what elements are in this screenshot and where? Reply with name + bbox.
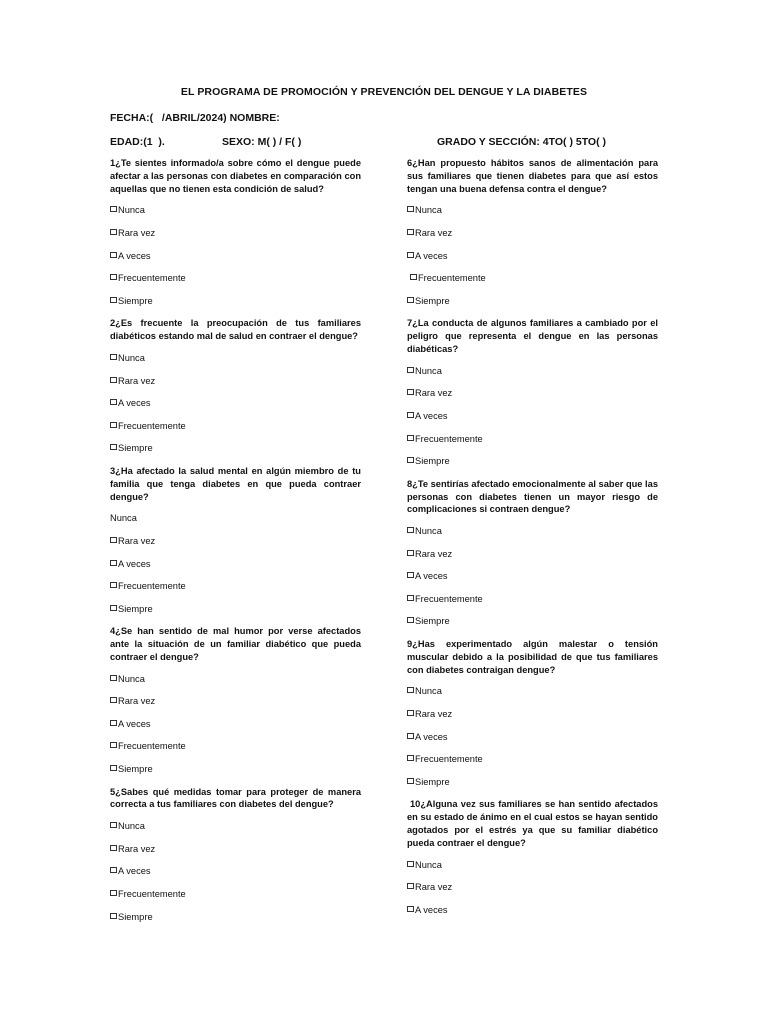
option-label: Frecuentemente: [118, 889, 186, 900]
option-a-veces[interactable]: [110, 250, 361, 273]
option-label: Frecuentemente: [118, 581, 186, 592]
checkbox-icon[interactable]: [110, 890, 117, 896]
option-label: Rara vez: [118, 535, 156, 546]
option-nunca[interactable]: [110, 352, 361, 375]
question-3: [110, 465, 361, 625]
checkbox-icon[interactable]: [110, 742, 117, 748]
option-label: Nunca: [415, 205, 442, 216]
option-label: Rara vez: [415, 709, 453, 720]
option-rara-vez[interactable]: [407, 881, 658, 904]
option-label: Siempre: [118, 603, 153, 614]
checkbox-icon[interactable]: [110, 913, 117, 919]
question-5: [110, 786, 361, 934]
option-label: Nunca: [415, 365, 442, 376]
question-4: [110, 625, 361, 785]
question-6: [407, 157, 658, 317]
checkbox-icon[interactable]: [407, 389, 414, 395]
option-label: A veces: [118, 250, 151, 261]
option-frecuentemente[interactable]: [110, 420, 361, 443]
question-text: 10¿Alguna vez sus familiares se han sentido afectados en su estado de ánimo en el cual estos se hayan sentido agotados por el estrés ya que su familiar diabético pueda contraer el dengue?: [407, 799, 658, 848]
question-text: 5¿Sabes qué medidas tomar para proteger de manera correcta a tus familiares con diabetes del dengue?: [110, 786, 361, 810]
option-label: Siempre: [415, 776, 450, 787]
checkbox-icon[interactable]: [407, 595, 414, 601]
checkbox-icon[interactable]: [407, 883, 414, 889]
option-rara-vez[interactable]: [110, 227, 361, 250]
option-rara-vez[interactable]: [407, 548, 658, 571]
checkbox-icon[interactable]: [407, 733, 414, 739]
option-label: Siempre: [118, 764, 153, 775]
option-rara-vez[interactable]: [110, 535, 361, 558]
question-text: 7¿La conducta de algunos familiares a cambiado por el peligro que representa el dengue en las personas diabéticas?: [407, 318, 658, 354]
option-label: A veces: [415, 250, 448, 261]
question-text: 8¿Te sentirías afectado emocionalmente al saber que las personas con diabetes tienen un mayor riesgo de complicaciones si contraen dengue?: [407, 478, 658, 515]
option-nunca[interactable]: [407, 685, 658, 708]
checkbox-icon[interactable]: [407, 710, 414, 716]
option-label: A veces: [118, 558, 151, 569]
option-siempre[interactable]: [407, 615, 658, 638]
option-rara-vez[interactable]: [407, 227, 658, 250]
option-siempre[interactable]: [110, 295, 361, 318]
option-a-veces[interactable]: [110, 558, 361, 581]
question-8: [407, 478, 658, 638]
fecha-nombre-field: FECHA:( /ABRIL/2024) NOMBRE:: [110, 112, 280, 124]
option-rara-vez[interactable]: [110, 375, 361, 398]
checkbox-icon[interactable]: [407, 755, 414, 761]
checkbox-icon[interactable]: [407, 206, 414, 212]
checkbox-icon[interactable]: [110, 720, 117, 726]
option-siempre[interactable]: [110, 603, 361, 626]
option-label: Nunca: [415, 526, 442, 537]
option-label: Frecuentemente: [118, 273, 186, 284]
option-frecuentemente[interactable]: [407, 593, 658, 616]
option-nunca[interactable]: [110, 204, 361, 227]
checkbox-icon[interactable]: [110, 560, 117, 566]
option-label: Nunca: [118, 205, 145, 216]
option-nunca[interactable]: [407, 525, 658, 548]
option-a-veces[interactable]: [407, 250, 658, 273]
option-frecuentemente[interactable]: [110, 888, 361, 911]
option-rara-vez[interactable]: [407, 708, 658, 731]
option-label: Siempre: [118, 295, 153, 306]
option-label: A veces: [118, 718, 151, 729]
option-label: Frecuentemente: [415, 433, 483, 444]
checkbox-icon[interactable]: [407, 457, 414, 463]
option-label: Siempre: [415, 616, 450, 627]
option-label: Frecuentemente: [415, 593, 483, 604]
option-a-veces[interactable]: [110, 397, 361, 420]
questions-right-column: [407, 157, 658, 926]
option-label: Rara vez: [415, 882, 453, 893]
option-label: Siempre: [415, 456, 450, 467]
checkbox-icon[interactable]: [407, 550, 414, 556]
option-label: Rara vez: [415, 388, 453, 399]
option-frecuentemente[interactable]: [407, 433, 658, 456]
option-a-veces[interactable]: [110, 865, 361, 888]
question-text: 2¿Es frecuente la preocupación de tus familiares diabéticos estando mal de salud en contraer el dengue?: [110, 318, 361, 342]
option-rara-vez[interactable]: [110, 695, 361, 718]
checkbox-icon[interactable]: [410, 274, 417, 280]
option-label: Rara vez: [415, 227, 453, 238]
checkbox-icon[interactable]: [110, 297, 117, 303]
checkbox-icon[interactable]: [110, 274, 117, 280]
option-siempre[interactable]: [407, 295, 658, 318]
option-siempre[interactable]: [110, 911, 361, 934]
question-10: [407, 798, 658, 926]
option-label: Rara vez: [118, 227, 156, 238]
option-label: Nunca: [118, 673, 145, 684]
option-a-veces[interactable]: [110, 718, 361, 741]
checkbox-icon[interactable]: [407, 297, 414, 303]
question-text: 3¿Ha afectado la salud mental en algún miembro de tu familia que tenga diabetes en que pueda contraer dengue?: [110, 465, 361, 502]
option-nunca[interactable]: [110, 512, 361, 535]
option-label: Rara vez: [415, 548, 453, 559]
option-label: Siempre: [118, 911, 153, 922]
question-text: 4¿Se han sentido de mal humor por verse afectados ante la situación de un familiar diabético que pueda contraer el dengue?: [110, 626, 361, 662]
option-label: Frecuentemente: [118, 420, 186, 431]
option-label: Nunca: [118, 821, 145, 832]
checkbox-icon[interactable]: [407, 778, 414, 784]
sexo-field: SEXO: M( ) / F( ): [222, 136, 302, 148]
checkbox-icon[interactable]: [407, 687, 414, 693]
question-7: [407, 317, 658, 477]
option-a-veces[interactable]: [407, 904, 658, 927]
checkbox-icon[interactable]: [407, 412, 414, 418]
checkbox-icon[interactable]: [407, 906, 414, 912]
question-text: 6¿Han propuesto hábitos sanos de alimentación para sus familiares que tienen diabetes para que así estos tengan una buena defensa contra el dengue?: [407, 158, 658, 194]
checkbox-icon[interactable]: [110, 537, 117, 543]
edad-field: EDAD:(1 ).: [110, 136, 165, 148]
option-label: Frecuentemente: [418, 273, 486, 284]
option-a-veces[interactable]: [407, 570, 658, 593]
checkbox-icon[interactable]: [407, 527, 414, 533]
checkbox-icon[interactable]: [110, 697, 117, 703]
question-text: 9¿Has experimentado algún malestar o tensión muscular debido a la posibilidad de que tus familiares con diabetes contraigan dengue?: [407, 639, 658, 675]
option-nunca[interactable]: [407, 204, 658, 227]
checkbox-icon[interactable]: [407, 861, 414, 867]
option-label: Nunca: [415, 859, 442, 870]
option-label: Nunca: [110, 513, 137, 524]
question-1: [110, 157, 361, 317]
option-siempre[interactable]: [110, 442, 361, 465]
option-label: A veces: [415, 410, 448, 421]
option-nunca[interactable]: [110, 673, 361, 696]
question-9: [407, 638, 658, 798]
checkbox-icon[interactable]: [110, 444, 117, 450]
checkbox-icon[interactable]: [110, 399, 117, 405]
checkbox-icon[interactable]: [110, 675, 117, 681]
checkbox-icon[interactable]: [407, 435, 414, 441]
option-label: Nunca: [118, 352, 145, 363]
option-label: Nunca: [415, 686, 442, 697]
option-label: Rara vez: [118, 696, 156, 707]
checkbox-icon[interactable]: [110, 867, 117, 873]
option-siempre[interactable]: [407, 776, 658, 799]
checkbox-icon[interactable]: [110, 229, 117, 235]
option-siempre[interactable]: [407, 455, 658, 478]
checkbox-icon[interactable]: [110, 605, 117, 611]
checkbox-icon[interactable]: [407, 252, 414, 258]
option-nunca[interactable]: [407, 859, 658, 882]
document-title: EL PROGRAMA DE PROMOCIÓN Y PREVENCIÓN DEL DENGUE Y LA DIABETES: [180, 86, 588, 98]
checkbox-icon[interactable]: [407, 572, 414, 578]
checkbox-icon[interactable]: [407, 367, 414, 373]
question-text: 1¿Te sientes informado/a sobre cómo el dengue puede afectar a las personas con diabetes en comparación con aquellas que no tienen esta condición de salud?: [110, 158, 361, 194]
option-a-veces[interactable]: [407, 731, 658, 754]
option-frecuentemente[interactable]: [110, 740, 361, 763]
option-label: Siempre: [118, 443, 153, 454]
checkbox-icon[interactable]: [110, 377, 117, 383]
option-label: Rara vez: [118, 843, 156, 854]
option-label: Frecuentemente: [118, 741, 186, 752]
option-label: A veces: [415, 904, 448, 915]
option-frecuentemente[interactable]: [407, 272, 658, 295]
option-a-veces[interactable]: [407, 410, 658, 433]
option-label: A veces: [118, 398, 151, 409]
option-nunca[interactable]: [110, 820, 361, 843]
checkbox-icon[interactable]: [110, 252, 117, 258]
option-frecuentemente[interactable]: [110, 272, 361, 295]
option-label: Siempre: [415, 295, 450, 306]
questions-left-column: [110, 157, 361, 933]
option-frecuentemente[interactable]: [110, 580, 361, 603]
option-label: Rara vez: [118, 375, 156, 386]
grado-seccion-field: GRADO Y SECCIÓN: 4TO( ) 5TO( ): [437, 136, 606, 148]
option-rara-vez[interactable]: [407, 387, 658, 410]
checkbox-icon[interactable]: [110, 765, 117, 771]
checkbox-icon[interactable]: [110, 822, 117, 828]
checkbox-icon[interactable]: [110, 206, 117, 212]
option-label: Frecuentemente: [415, 754, 483, 765]
checkbox-icon[interactable]: [110, 845, 117, 851]
checkbox-icon[interactable]: [110, 354, 117, 360]
option-nunca[interactable]: [407, 365, 658, 388]
option-label: A veces: [415, 571, 448, 582]
option-rara-vez[interactable]: [110, 843, 361, 866]
checkbox-icon[interactable]: [407, 617, 414, 623]
checkbox-icon[interactable]: [110, 422, 117, 428]
option-label: A veces: [415, 731, 448, 742]
option-frecuentemente[interactable]: [407, 753, 658, 776]
question-2: [110, 317, 361, 465]
checkbox-icon[interactable]: [407, 229, 414, 235]
option-label: A veces: [118, 866, 151, 877]
option-siempre[interactable]: [110, 763, 361, 786]
checkbox-icon[interactable]: [110, 582, 117, 588]
